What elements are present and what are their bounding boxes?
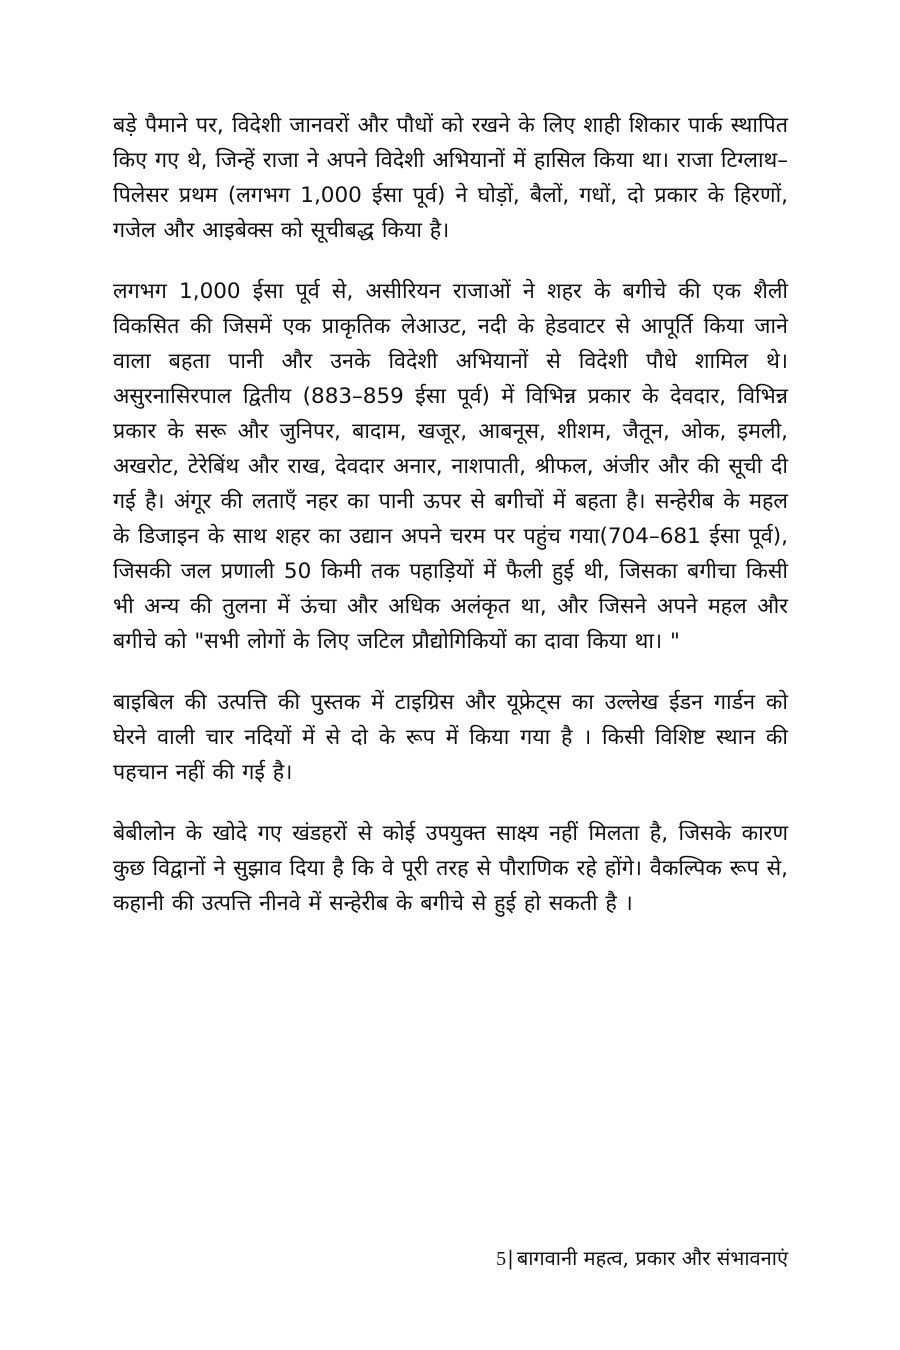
page-footer [496, 1244, 788, 1273]
paragraph-assyrian-gardens: लगभग 1,000 ईसा पूर्व से, असीरियन राजाओं ने शहर के बगीचे की एक शैली विकसित की जिसमें एक प्राकृतिक लेआउट, नदी के हेडवाटर से आपूर्ति किया जाने वाला बहता पानी और उनके विदेशी अभियानों से विदेशी पौधे शामिल थे। असुरनासिरपाल द्वितीय (883–859 ईसा पूर्व) में विभिन्न प्रकार के देवदार, विभिन्न प्रकार के सरू और जुनिपर, बादाम, खजूर, आबनूस, शीशम, जैतून, ओक, इमली, अखरोट, टेरेबिंथ और राख, देवदार अनार, नाशपाती, श्रीफल, अंजीर और की सूची दी गई है। अंगूर की लताएँ नहर का पानी ऊपर से बगीचों में बहता है। सन्हेरीब के महल के डिजाइन के साथ शहर का उद्यान अपने चरम पर पहुंच गया(704–681 ईसा पूर्व), जिसकी जल प्रणाली 50 किमी तक पहाड़ियों में फैली हुई थी, जिसका बगीचा किसी भी अन्य की तुलना में ऊंचा और अधिक अलंकृत था, और जिसने अपने महल और बगीचे को "सभी लोगों के लिए जटिल प्रौद्योगिकियों का दावा किया था। " [113, 279, 788, 654]
paragraph-royal-parks: बड़े पैमाने पर, विदेशी जानवरों और पौधों को रखने के लिए शाही शिकार पार्क स्थापित किए गए थे, जिन्हें राजा ने अपने विदेशी अभियानों में हासिल किया था। राजा टिग्लाथ–पिलेसर प्रथम (लगभग 1,000 ईसा पूर्व) ने घोड़ों, बैलों, गधों, दो प्रकार के हिरणों, गजेल और आइबेक्स को सूचीबद्ध किया है। [113, 113, 788, 243]
footer-separator: | [507, 1246, 514, 1270]
page-body [113, 108, 788, 947]
page-number: 5 [496, 1248, 507, 1270]
paragraph-genesis-eden: बाइबिल की उत्पत्ति की पुस्तक में टाइग्रिस और यूफ्रेट्स का उल्लेख ईडन गार्डन को घेरने वाली चार नदियों में से दो के रूप में किया गया है । किसी विशिष्ट स्थान की पहचान नहीं की गई है। [113, 690, 788, 785]
book-title: बागवानी महत्व, प्रकार और संभावनाएं [516, 1246, 788, 1270]
paragraph-babylon-evidence: बेबीलोन के खोदे गए खंडहरों से कोई उपयुक्त साक्ष्य नहीं मिलता है, जिसके कारण कुछ विद्वानों ने सुझाव दिया है कि वे पूरी तरह से पौराणिक रहे होंगे। वैकल्पिक रूप से, कहानी की उत्पत्ति नीनवे में सन्हेरीब के बगीचे से हुई हो सकती है । [113, 821, 788, 916]
